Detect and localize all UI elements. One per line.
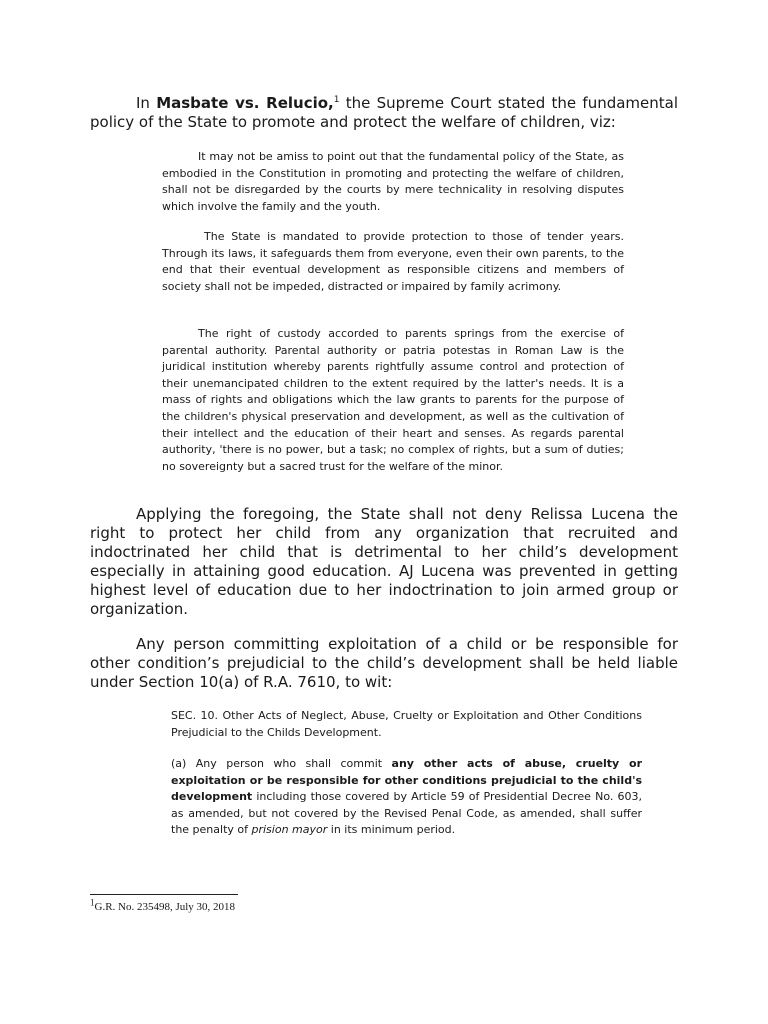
quote-text-2: The State is mandated to provide protection to those of tender years. Through its laws, it safeguards them from everyone, even their own parents, to the end that their eventual development as responsible citizens and members of society shall not be impeded, distracted or impaired by family acrimony.: [162, 230, 624, 293]
intro-suffix: the Supreme Court stated the fundamental policy of the State to promote and protect the welfare of children, viz:: [90, 94, 679, 131]
footnote-separator: [90, 894, 238, 895]
sec10-a-suffix: in its minimum period.: [327, 823, 456, 836]
case-name: Masbate vs. Relucio,: [156, 94, 334, 112]
sec10-a-italic: prision mayor: [251, 823, 328, 836]
quote-text-3: The right of custody accorded to parents springs from the exercise of parental authority. Parental authority or patria potestas in Roman Law is the juridical institution whereby parents rightfully assume control and protection of their unemancipated children to the extent required by the latter's needs. It is a mass of rights and obligations which the law grants to parents for the purpose of the children's physical preservation and development, as well as the cultivation of their intellect and the education of their heart and senses. As regards parental authority, 'there is no power, but a task; no complex of rights, but a sum of duties; no sovereignty but a sacred trust for the welfare of the minor.: [162, 327, 624, 473]
sec10-a-prefix: (a) Any person who shall commit: [171, 757, 392, 770]
sec10-a-bold: any other acts of abuse, cruelty or exploitation or be responsible for other conditions prejudicial to the child's development: [171, 757, 642, 803]
footnote-number: 1: [90, 897, 95, 908]
body-text-1: Applying the foregoing, the State shall not deny Relissa Lucena the right to protect her child from any organization that recruited and indoctrinated her child that is detrimental to her child’s development especially in attaining good education. AJ Lucena was prevented in getting highest level of education due to her indoctrination to join armed group or organization.: [90, 505, 678, 618]
quote-paragraph-1: [162, 149, 624, 215]
body-paragraph-2: [90, 635, 678, 692]
quote-paragraph-3: [162, 326, 624, 475]
sec10-paragraph-a: [171, 756, 642, 839]
intro-prefix: In: [136, 94, 157, 112]
footnote-text: G.R. No. 235498, July 30, 2018: [94, 901, 236, 913]
body-paragraph-1: [90, 505, 678, 619]
sec10-heading: SEC. 10. Other Acts of Neglect, Abuse, Cruelty or Exploitation and Other Conditions Prejudicial to the Childs Development.: [171, 709, 642, 739]
footnote-ref: 1: [333, 95, 340, 105]
intro-paragraph: [90, 94, 678, 132]
body-text-2: Any person committing exploitation of a child or be responsible for other condition’s prejudicial to the child’s development shall be held liable under Section 10(a) of R.A. 7610, to wit:: [90, 635, 678, 691]
sec10-a-mid: including those covered by Article 59 of Presidential Decree No. 603, as amended, but not covered by the Revised Penal Code, as amended, shall suffer the penalty of: [171, 790, 642, 836]
quote-text-1: It may not be amiss to point out that the fundamental policy of the State, as embodied in the Constitution in promoting and protecting the welfare of children, shall not be disregarded by the courts by mere technicality in resolving disputes which involve the family and the youth.: [162, 150, 624, 213]
footnote: [90, 897, 236, 913]
quote-paragraph-2: [162, 229, 624, 295]
